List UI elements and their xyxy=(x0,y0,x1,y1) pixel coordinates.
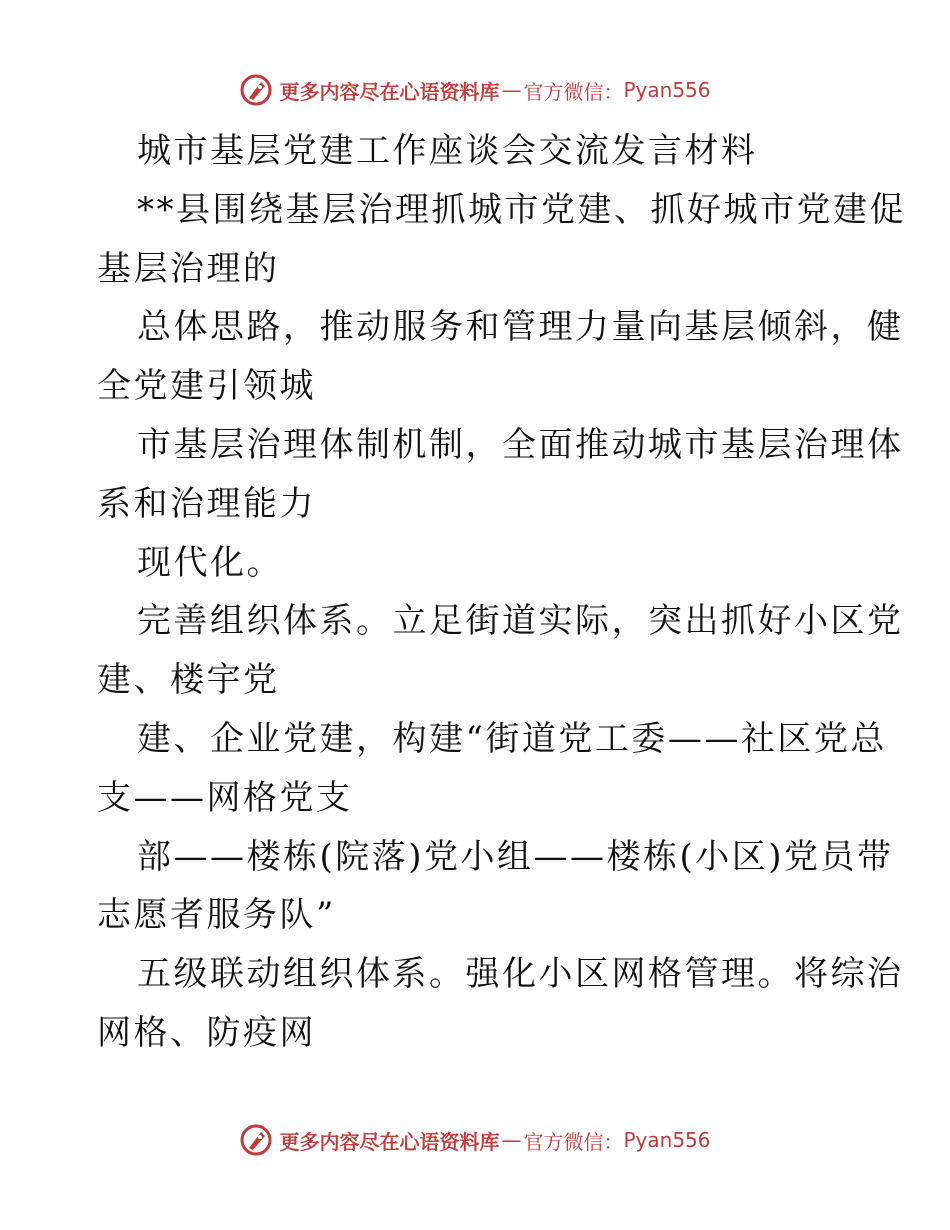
watermark-separator: — xyxy=(501,78,522,102)
watermark-label: 官方微信： xyxy=(523,79,624,104)
pen-nib-seal-icon xyxy=(239,73,273,107)
text-line: 建、企业党建，构建“街道党工委——社区党总 xyxy=(137,718,887,759)
header-watermark xyxy=(0,70,950,110)
text-line: 建、楼宇党 xyxy=(97,660,280,701)
text-line: 基层治理的 xyxy=(97,248,280,289)
text-line: 全党建引领城 xyxy=(97,366,316,407)
text-line: 系和治理能力 xyxy=(97,483,316,524)
text-line: 市基层治理体制机制，全面推动城市基层治理体 xyxy=(137,424,904,465)
text-line: 五级联动组织体系。强化小区网格管理。将综治 xyxy=(137,954,904,995)
text-line: 总体思路，推动服务和管理力量向基层倾斜，健 xyxy=(137,307,904,348)
document-body xyxy=(97,122,906,1063)
watermark-brand: 更多内容尽在心语资料库 xyxy=(279,79,500,104)
text-line: 部——楼栋(院落)党小组——楼栋(小区)党员带 xyxy=(137,836,894,877)
watermark-separator: — xyxy=(501,1128,522,1152)
watermark-id: Pyan556 xyxy=(623,78,711,102)
watermark-label: 官方微信： xyxy=(523,1129,624,1154)
text-line: 网格、防疫网 xyxy=(97,1012,316,1053)
text-line: 城市基层党建工作座谈会交流发言材料 xyxy=(137,131,758,171)
footer-watermark xyxy=(0,1120,950,1160)
watermark-id: Pyan556 xyxy=(623,1128,711,1152)
text-line: 志愿者服务队” xyxy=(97,895,336,936)
pen-nib-seal-icon xyxy=(239,1123,273,1157)
text-line: **县围绕基层治理抓城市党建、抓好城市党建促 xyxy=(137,189,906,230)
text-line: 完善组织体系。立足街道实际，突出抓好小区党 xyxy=(137,601,904,642)
text-line: 现代化。 xyxy=(137,542,283,583)
watermark-brand: 更多内容尽在心语资料库 xyxy=(279,1129,500,1154)
text-line: 支——网格党支 xyxy=(97,777,353,818)
